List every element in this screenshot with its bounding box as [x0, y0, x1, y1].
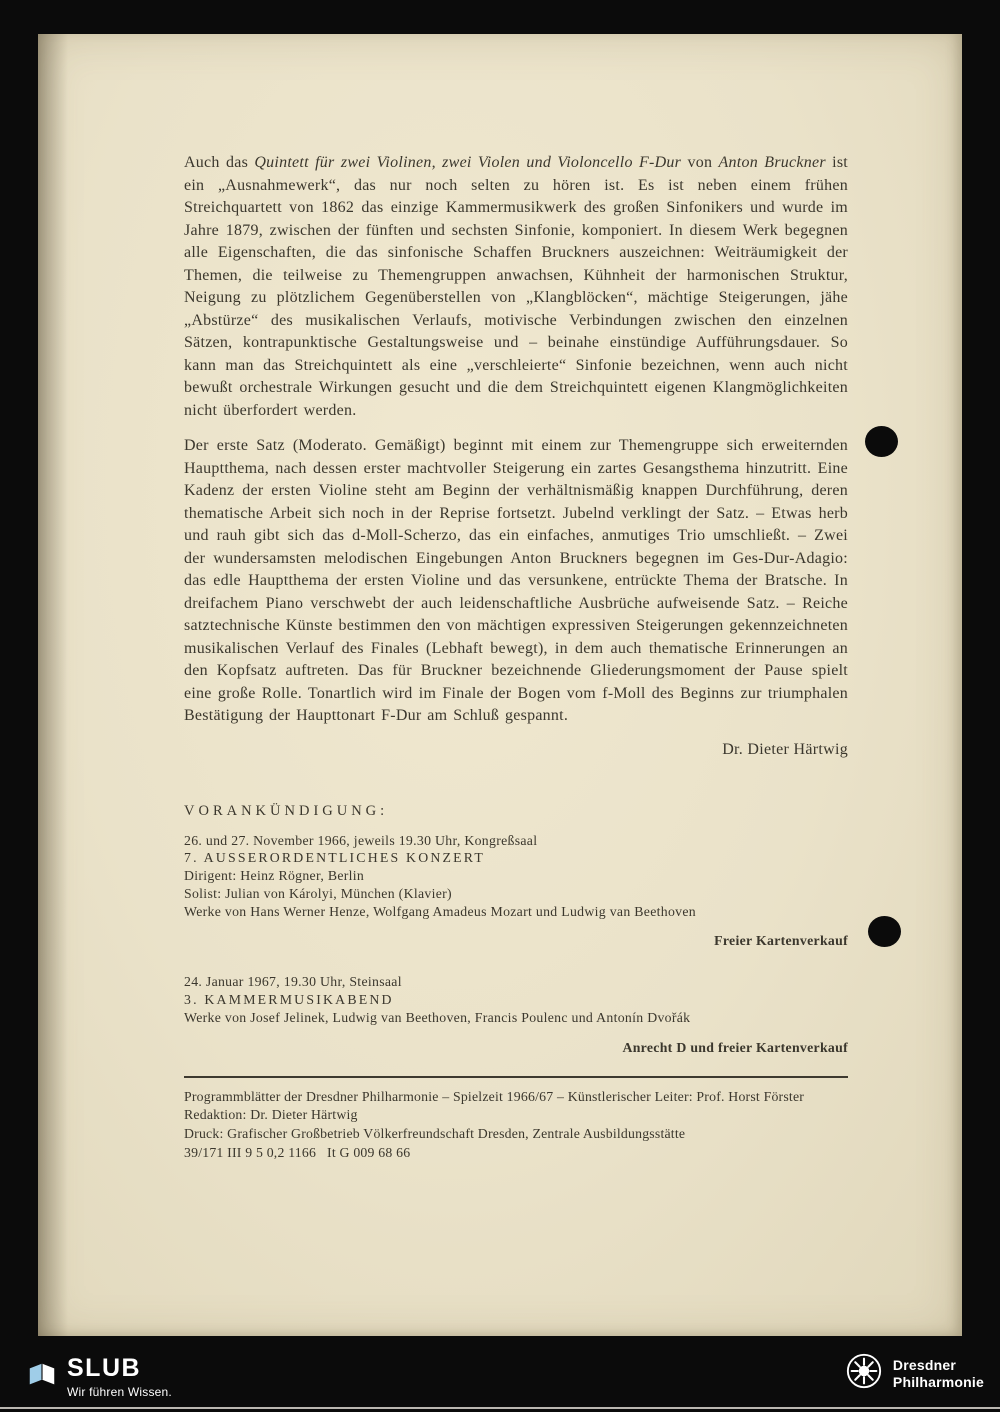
scan-bottom-edge: [0, 1407, 1000, 1409]
hole-punch-bottom: [868, 916, 901, 947]
slub-tagline: Wir führen Wissen.: [67, 1385, 172, 1399]
imprint-line-3: Druck: Grafischer Großbetrieb Völkerfreundschaft Dresden, Zentrale Ausbildungsstätte: [184, 1126, 686, 1142]
announcement-1-soloist: Solist: Julian von Károlyi, München (Klavier): [184, 885, 452, 901]
announcement-2-works: Werke von Josef Jelinek, Ludwig van Beethoven, Francis Poulenc und Antonín Dvořák: [184, 1010, 691, 1026]
imprint-divider: [184, 1076, 848, 1078]
page-content: [184, 152, 848, 1162]
philharmonie-name-line2: Philharmonie: [892, 1373, 984, 1390]
philharmonie-name-line1: Dresdner: [892, 1356, 956, 1373]
branding-bar: [0, 1336, 1000, 1412]
work-title-italic: Quintett für zwei Violinen, zwei Violen und Violoncello F-Dur: [254, 154, 682, 171]
imprint-line-2: Redaktion: Dr. Dieter Härtwig: [184, 1107, 358, 1123]
philharmonie-emblem-icon: [845, 1352, 883, 1395]
slub-wordmark: SLUB: [67, 1354, 142, 1382]
imprint-line-1: Programmblätter der Dresdner Philharmonie – Spielzeit 1966/67 – Künstlerischer Leiter: Prof. Horst Förster: [184, 1088, 805, 1104]
announcement-1-works: Werke von Hans Werner Henze, Wolfgang Amadeus Mozart und Ludwig van Beethoven: [184, 903, 696, 919]
announcement-1-conductor: Dirigent: Heinz Rögner, Berlin: [184, 868, 365, 884]
connector-text: von: [681, 154, 719, 171]
author-signature: Dr. Dieter Härtwig: [722, 740, 848, 758]
announcement-1-ticket-note: Freier Kartenverkauf: [714, 933, 848, 949]
paragraph-lead-text: Auch das: [184, 154, 255, 171]
preannouncement-heading: VORANKÜNDIGUNG:: [184, 802, 389, 819]
announcement-2-title: 3. KAMMERMUSIKABEND: [184, 992, 394, 1008]
philharmonie-logo: [845, 1352, 984, 1395]
paragraph-rest-text: ist ein „Ausnahmewerk“, das nur noch selten zu hören ist. Es ist neben einem frühen Streichquartett von 1862 das einzige Kammermusikwerk des großen Sinfonikers und wurde im Jahre 1879, zwischen der fünften und sechsten Sinfonie, komponiert. In diesem Werk begegnen alle Eigenschaften, die das sinfonische Schaffen Bruckners auszeichnen: Weiträumigkeit der Themen, die teilweise zu Themengruppen anwachsen, Kühnheit der harmonischen Struktur, Neigung zu plötzlichem Gegenüberstellen von „Klangblöcken“, mächtige Steigerungen, jähe „Abstürze“ des musikalischen Verlaufs, motivische Verbindungen zwischen den einzelnen Sätzen, kontrapunktische Gestaltungsweise und – beinahe einstündige Aufführungsdauer. So kann man das Streichquintett als eine „verschleierte“ Sinfonie bezeichnen, wenn auch nicht bewußt orchestrale Wirkungen gesucht und die dem Streichquintett eigenen Klangmöglichkeiten nicht überfordert werden.: [184, 154, 849, 419]
announcement-block-1: [184, 832, 848, 950]
paragraph-quintett: [184, 152, 848, 422]
slub-book-icon: [26, 1358, 58, 1395]
scanned-page: [38, 34, 962, 1341]
announcement-2-ticket-note: Anrecht D und freier Kartenverkauf: [622, 1039, 848, 1055]
composer-italic: Anton Bruckner: [718, 154, 826, 171]
announcement-1-title: 7. AUSSERORDENTLICHES KONZERT: [184, 850, 485, 866]
slub-logo: [26, 1356, 172, 1399]
imprint-block: [184, 1088, 848, 1162]
announcement-block-2: [184, 973, 848, 1055]
imprint-line-4: 39/171 III 9 5 0,2 1166 It G 009 68 66: [184, 1144, 411, 1160]
paragraph-movements: Der erste Satz (Moderato. Gemäßigt) beginnt mit einem zur Themengruppe sich erweiternden Hauptthema, nach dessen erster machtvoller Steigerung ein zartes Gesangsthema hinzutritt. Eine Kadenz der ersten Violine steht am Beginn der verhältnismäßig knappen Durchführung, deren thematische Arbeit sich noch in der Reprise fortsetzt. Jubelnd verklingt der Satz. – Etwas herb und rauh gibt sich das d-Moll-Scherzo, das ein einfaches, anmutiges Trio umschließt. – Zwei der wundersamsten melodischen Eingebungen Anton Bruckners begegnen im Ges-Dur-Adagio: das edle Hauptthema der ersten Violine und das versunkene, entrückte Thema der Bratsche. In dreifachem Piano verschwebt der auch leidenschaftliche Ausbrüche aufweisende Satz. – Reiche satztechnische Künste bestimmen den von mächtigen expressiven Steigerungen gekennzeichneten musikalischen Verlauf des Finales (Lebhaft bewegt), in dem auch thematische Erinnerungen an den Kopfsatz auftreten. Das für Bruckner bezeichnende Gliederungsmoment der Pause spielt eine große Rolle. Tonartlich wird im Finale der Bogen vom f-Moll des Beginns zur triumphalen Bestätigung der Haupttonart F-Dur am Schluß gespannt.: [184, 437, 848, 724]
hole-punch-top: [865, 426, 898, 457]
announcement-2-date: 24. Januar 1967, 19.30 Uhr, Steinsaal: [184, 974, 402, 990]
announcement-1-date: 26. und 27. November 1966, jeweils 19.30 Uhr, Kongreßsaal: [184, 832, 538, 848]
